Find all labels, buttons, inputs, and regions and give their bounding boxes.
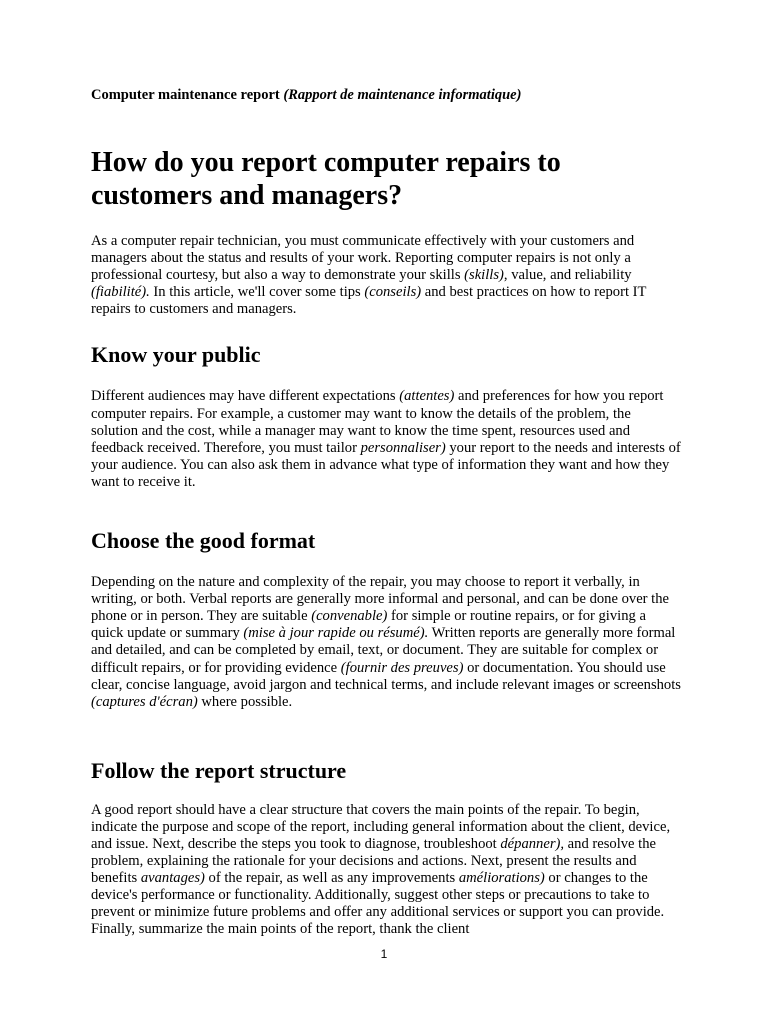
text-run: and preferences for how you report computer repairs. For example, a customer may want to know the details of the problem, the solution and the cost, while a manager may want to know the time spent, resources used and feedback received. Therefore, you must tailor xyxy=(91,388,664,456)
translation-run: personnaliser) xyxy=(360,439,446,456)
text-run: A good report should have a clear structure that covers the main points of the repair. To begin, indicate the purpose and scope of the report, including general information about the client, device, and issue. Next, describe the steps you took to diagnose, troubleshoot xyxy=(91,801,671,852)
translation-run: (fournir des preuves) xyxy=(340,659,464,676)
text-run: or changes to the device's performance or functionality. Additionally, suggest other steps or precautions to take to prevent or minimize future problems and offer any additional services or support you can provide. Finally, summarize the main points of the report, thank the client xyxy=(91,870,665,938)
text-run: As a computer repair technician, you must communicate effectively with your customers and managers about the status and results of your work. Reporting computer repairs is not only a professional courtesy, but also a way to demonstrate your skills xyxy=(91,233,635,284)
section-paragraph-know-your-public xyxy=(91,388,681,491)
translation-run: (convenable) xyxy=(311,608,388,625)
report-title-translation: (Rapport de maintenance informatique) xyxy=(283,87,522,103)
text-run: where possible. xyxy=(197,693,293,710)
document-page xyxy=(91,86,681,939)
text-run: , value, and reliability xyxy=(503,267,632,284)
section-paragraph-report-structure xyxy=(91,802,681,939)
section-heading-report-structure: Follow the report structure xyxy=(91,757,347,783)
translation-run: (captures d'écran) xyxy=(91,693,198,710)
section-heading-know-your-public: Know your public xyxy=(91,342,261,368)
article-heading: How do you report computer repairs to customers and managers? xyxy=(91,147,561,211)
text-run: Written reports are generally more formal and detailed, and can be completed by email, text, or document. They are suitable for complex or difficult repairs, or for providing evidence xyxy=(91,625,676,676)
translation-run: dépanner), xyxy=(500,835,565,852)
section-heading-choose-format: Choose the good format xyxy=(91,528,316,554)
translation-run: (skills) xyxy=(464,267,504,284)
report-title xyxy=(91,86,681,104)
text-run: or documentation. You should use clear, concise language, avoid jargon and technical terms, and include relevant images or screenshots xyxy=(91,659,681,693)
text-run: and best practices on how to report IT repairs to customers and managers. xyxy=(91,284,647,318)
translation-run: (mise à jour rapide ou résumé). xyxy=(243,625,429,642)
text-run: In this article, we'll cover some tips xyxy=(149,284,365,301)
report-title-text: Computer maintenance report xyxy=(91,87,280,103)
translation-run: (conseils) xyxy=(364,284,422,301)
text-run: Different audiences may have different expectations xyxy=(91,388,400,405)
text-run: your report to the needs and interests of your audience. You can also ask them in advance what type of information they want and how they want to receive it. xyxy=(91,439,681,490)
page-number: 1 xyxy=(380,947,388,961)
text-run: and resolve the problem, explaining the rationale for your decisions and actions. Next, present the results and benefits xyxy=(91,835,657,887)
intro-paragraph xyxy=(91,233,681,318)
translation-run: améliorations) xyxy=(458,870,545,887)
translation-run: avantages) xyxy=(140,870,205,887)
text-run: of the repair, as well as any improvements xyxy=(204,870,459,887)
section-paragraph-choose-format xyxy=(91,574,681,711)
text-run: for simple or routine repairs, or for giving a quick update or summary xyxy=(91,608,646,642)
translation-run: (fiabilité). xyxy=(91,284,150,301)
translation-run: (attentes) xyxy=(399,388,455,405)
text-run: Depending on the nature and complexity of the repair, you may choose to report it verbally, in writing, or both. Verbal reports are generally more informal and personal, and can be done over the phone or in person. They are suitable xyxy=(91,574,670,625)
